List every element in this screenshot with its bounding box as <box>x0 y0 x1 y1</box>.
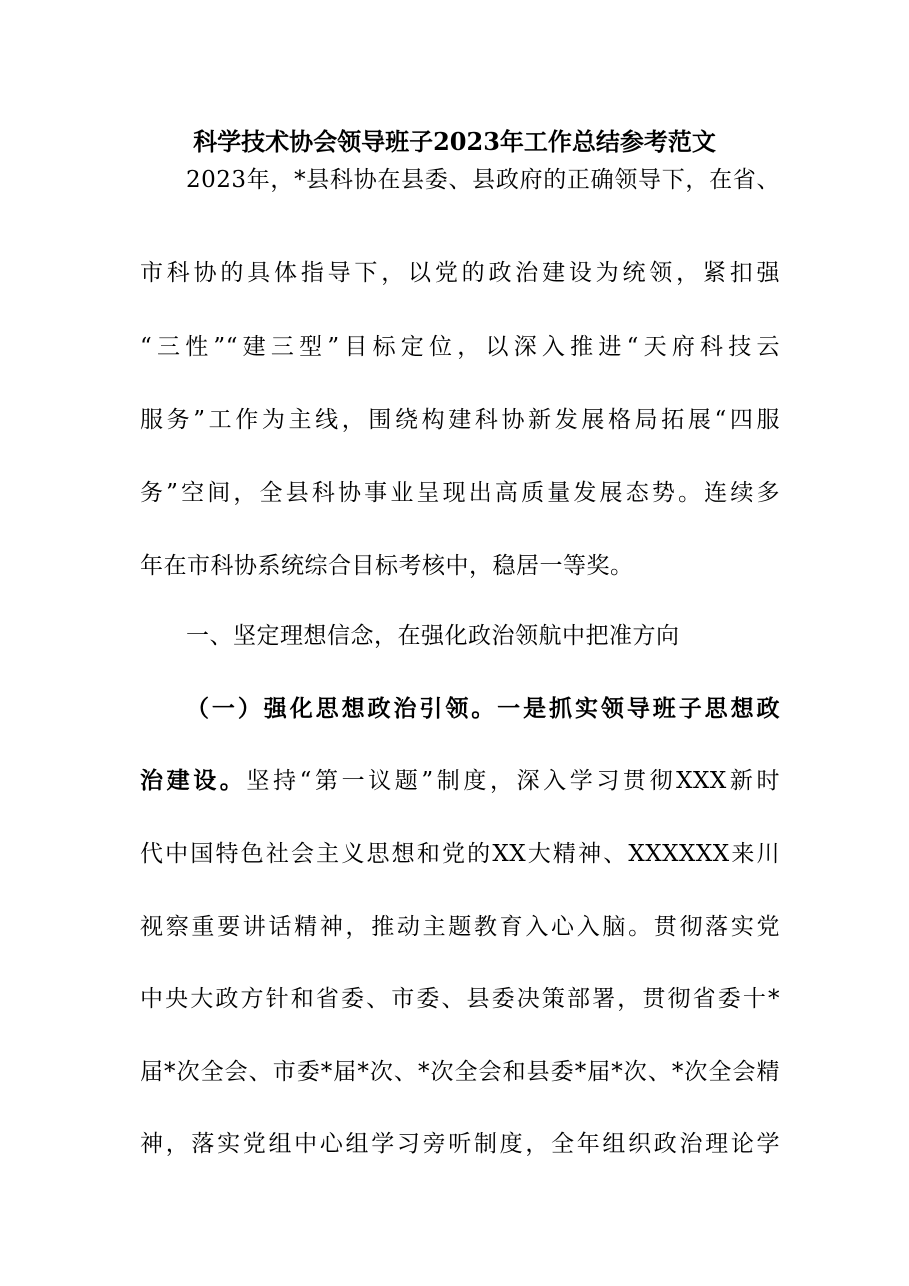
paragraph-line-2: 市科协的具体指导下，以党的政治建设为统领，紧扣强 <box>140 260 780 286</box>
subsection-heading-tail: 治建设。 <box>140 767 247 794</box>
paragraph-line-8-text: 坚持“第一议题”制度，深入学习贯彻XXX新时 <box>246 768 781 794</box>
paragraph-line-4: 服务”工作为主线，围绕构建科协新发展格局拓展“四服 <box>140 407 780 433</box>
paragraph-line-5: 务”空间，全县科协事业呈现出高质量发展态势。连续多 <box>140 480 780 506</box>
document-title: 科学技术协会领导班子2023年工作总结参考范文 <box>193 127 716 156</box>
paragraph-line-1: 2023年，*县科协在县委、县政府的正确领导下，在省、 <box>186 167 780 193</box>
paragraph-line-9: 代中国特色社会主义思想和党的XX大精神、XXXXXX来川 <box>140 841 780 867</box>
paragraph-line-3: “三性”“建三型”目标定位，以深入推进“天府科技云 <box>140 334 780 360</box>
paragraph-line-6: 年在市科协系统综合目标考核中，稳居一等奖。 <box>140 553 634 579</box>
paragraph-line-13: 神，落实党组中心组学习旁听制度，全年组织政治理论学 <box>140 1131 780 1157</box>
section-heading-1: 一、坚定理想信念，在强化政治领航中把准方向 <box>186 623 680 649</box>
subsection-heading-1: （一）强化思想政治引领。一是抓实领导班子思想政 <box>186 695 780 722</box>
paragraph-line-8 <box>140 761 780 801</box>
paragraph-line-10: 视察重要讲话精神，推动主题教育入心入脑。贯彻落实党 <box>140 914 780 940</box>
paragraph-line-12: 届*次全会、市委*届*次、*次全会和县委*届*次、*次全会精 <box>140 1059 780 1085</box>
paragraph-line-11: 中央大政方针和省委、市委、县委决策部署，贯彻省委十* <box>140 986 780 1012</box>
